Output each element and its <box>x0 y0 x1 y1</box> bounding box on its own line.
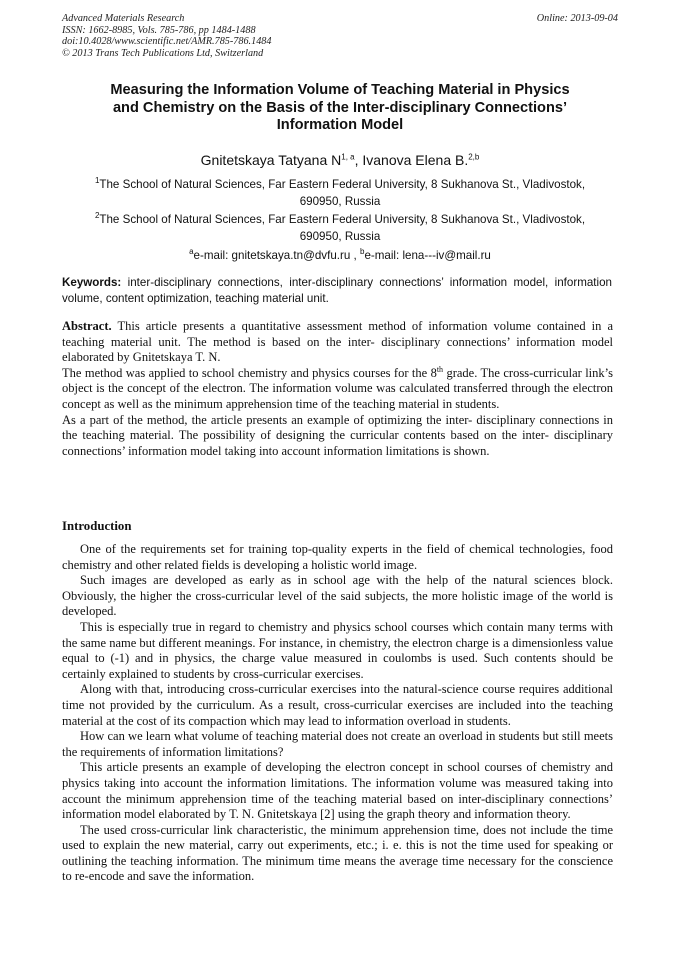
journal-name: Advanced Materials Research <box>62 13 185 24</box>
keywords-label: Keywords: <box>62 276 122 289</box>
intro-paragraph: This article presents an example of developing the electron concept in school courses of chemistry and physics taking into account the information limitations. The information volume was measured taking into account the minimum apprehension time of the teaching material based on inter-disciplinary connections’ information model elaborated by T. N. Gnitetskaya [2] using the graph theory and information theory. <box>62 760 613 822</box>
paper-title <box>62 82 618 135</box>
title-line-1: Measuring the Information Volume of Teaching Material in Physics <box>110 82 570 98</box>
intro-paragraph: Along with that, introducing cross-curricular exercises into the natural-science course requires additional time not provided by the curriculum. As a result, cross-curricular exercises are included into the teaching material at the cost of its compaction which may lead to information overload in students. <box>62 682 613 728</box>
abstract-paragraph-1: Abstract. This article presents a quantitative assessment method of information volume contained in a teaching material unit. The method is based on the inter- disciplinary connections’ information model elaborated by Gnitetskaya T. N. <box>62 319 613 365</box>
email-a-mark: a <box>189 247 194 257</box>
title-line-2: and Chemistry on the Basis of the Inter-disciplinary Connections’ <box>112 99 568 116</box>
author-list <box>62 151 618 169</box>
intro-paragraph: This is especially true in regard to chemistry and physics school courses which contain many terms with the same name but different meanings. For instance, in chemistry, the electron charge is a dimensionless value equal to (-1) and in physics, the charge value measured in coulombs is used. Such contents should be certainly explained to students by cross-curricular exercises. <box>62 619 613 681</box>
keywords-text: inter-disciplinary connections, inter-disciplinary connections’ information model, information volume, content optimization, teaching material unit. <box>62 276 612 305</box>
affiliation-1-mark: 1 <box>94 176 100 186</box>
keywords <box>62 275 612 306</box>
affiliation-1-line-1: The School of Natural Sciences, Far Eastern Federal University, 8 Sukhanova St., Vladivostok, <box>99 178 586 191</box>
author-2: Ivanova Elena B. <box>362 152 469 168</box>
affiliation-2-mark: 2 <box>94 211 100 221</box>
introduction-heading: Introduction <box>62 519 132 533</box>
abstract <box>62 319 613 459</box>
email-b-mark: b <box>359 247 365 257</box>
affiliation-2-line-1: The School of Natural Sciences, Far Eastern Federal University, 8 Sukhanova St., Vladivostok, <box>99 213 586 226</box>
journal-issn: ISSN: 1662-8985, Vols. 785-786, pp 1484-1488 <box>62 24 256 36</box>
title-line-3: Information Model <box>276 117 404 133</box>
email-a: e-mail: gnitetskaya.tn@dvfu.ru , <box>193 249 357 262</box>
intro-paragraph: One of the requirements set for training top-quality experts in the field of chemical technologies, food chemistry and other related fields is developing a holistic world image. <box>62 542 613 572</box>
intro-paragraph: The used cross-curricular link characteristic, the minimum apprehension time, does not include the time used to explain the new material, carry out experiments, etc.; i. e. this is not the time used for speaking or outlining the teaching information. The minimum time means the average time necessary for the conscience to re-encode and save the information. <box>62 822 613 884</box>
email-b: e-mail: lena---iv@mail.ru <box>364 249 491 262</box>
abstract-paragraph-3: As a part of the method, the article presents an example of optimizing the inter- disciplinary connections in the teaching material. The possibility of designing the curricular contents based on the inter- disciplinary connections’ information model taking into account information limitations is shown. <box>62 412 613 458</box>
author-2-affiliation-mark: 2,b <box>468 152 480 162</box>
journal-copyright: © 2013 Trans Tech Publications Ltd, Switzerland <box>62 47 264 59</box>
email-line <box>62 247 618 264</box>
author-1-affiliation-mark: 1, a <box>341 152 355 162</box>
author-1: Gnitetskaya Tatyana N <box>200 152 342 168</box>
abstract-paragraph-2: The method was applied to school chemistry and physics courses for the 8th grade. The cross-curricular link’s object is the concept of the electron. The information volume was calculated transferred through the electron concept as well as the minimum apprehension time of the teaching material in students. <box>62 364 613 411</box>
affiliation-1 <box>62 176 618 210</box>
affiliation-2-line-2: 690950, Russia <box>299 230 381 243</box>
author-separator: , <box>354 152 363 168</box>
introduction-body <box>62 542 613 885</box>
affiliation-1-line-2: 690950, Russia <box>299 195 381 208</box>
ordinal-superscript: th <box>436 364 444 374</box>
online-date: Online: 2013-09-04 <box>536 13 618 24</box>
intro-paragraph: How can we learn what volume of teaching material does not create an overload in students but still meets the requirements of information limitations? <box>62 729 613 759</box>
journal-doi: doi:10.4028/www.scientific.net/AMR.785-786.1484 <box>62 36 272 47</box>
journal-header <box>62 13 618 59</box>
affiliation-2 <box>62 211 618 245</box>
intro-paragraph: Such images are developed as early as in school age with the help of the natural sciences block. Obviously, the higher the cross-curricular level of the said subjects, the more holistic image of the world is developed. <box>62 573 613 619</box>
abstract-label: Abstract. <box>62 319 112 333</box>
